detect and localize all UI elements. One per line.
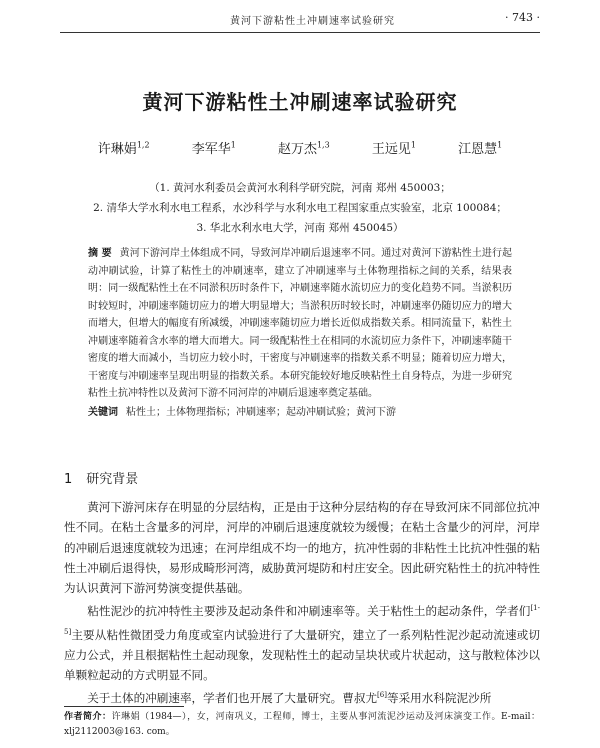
- abstract-label: 摘 要: [88, 248, 112, 259]
- page-number: · 743 ·: [505, 11, 540, 24]
- author-list: [0, 138, 600, 157]
- author: 赵万杰$^{1,3}$: [277, 140, 330, 157]
- running-header: [60, 12, 540, 33]
- section-title: 研究背景: [86, 472, 139, 487]
- author: 许琳娟$^{1,2}$: [97, 140, 150, 157]
- abstract-text: 黄河下游河岸土体组成不同，导致河岸冲刷后退速率不同。通过对黄河下游粘性土进行起动冲刷试验，计算了粘性土的冲刷速率，建立了冲刷速率与土体物理指标之间的关系，结果表明：同一级配粘性土在不同淤积历时条件下，冲刷速率随水流切应力的变化趋势不同。当淤积历时较短时，冲刷速率随切应力的增大明显增大；当淤积历时较长时，冲刷速率仍随切应力的增大而增大，但增大的幅度有所减缓，冲刷速率随切应力增长近似成指数关系。相同流量下，粘性土冲刷速率随着含水率的增大而增大。同一级配粘性土在相同的水流切应力条件下，冲刷速率随干密度的增大而减小，当切应力较小时，干密度与冲刷速率的指数关系不明显；随着切应力增大，干密度与冲刷速率呈现出明显的指数关系。本研究能较好地反映粘性土自身特点，为进一步研究粘性土抗冲特性以及黄河下游不同河岸的冲刷后退速率奠定基础。: [88, 248, 513, 399]
- running-title: 黄河下游粘性土冲刷速率试验研究: [230, 16, 395, 27]
- abstract-body: [88, 245, 512, 403]
- paragraph: 黄河下游河床存在明显的分层结构，正是由于这种分层结构的存在导致河床不同部位抗冲性不同。在粘土含量多的河岸，河岸的冲刷后退速度就较为缓慢；在粘土含量少的河岸，河岸的冲刷后退速度就较为迅速；在河岸组成不均一的地方，抗冲性弱的非粘性土比抗冲性强的粘性土冲刷后退得快，易形成畸形河湾，威胁黄河堤防和村庄安全。因此研究粘性土的抗冲特性为认识黄河下游河势演变提供基础。: [64, 500, 540, 596]
- author: 李军华$^1$: [191, 140, 236, 157]
- author: 王远见$^1$: [371, 140, 416, 157]
- footnote-rule: [64, 706, 184, 707]
- section-number: 1: [64, 472, 73, 487]
- paper-title: 黄河下游粘性土冲刷速率试验研究: [142, 90, 458, 114]
- footnote-text: 许琳娟（1984—），女，河南巩义，工程师，博士，主要从事河流泥沙运动及河床演变工作。E-mail：xlj2112003@163. com。: [64, 712, 540, 737]
- affiliations: [60, 178, 540, 238]
- author: 江恩慧$^1$: [458, 140, 503, 157]
- keywords: [88, 404, 512, 422]
- paragraph: 关于土体的冲刷速率，学者们也开展了大量研究。曹叔尤[6]等采用水科院泥沙所: [87, 691, 492, 706]
- footnote: [64, 710, 540, 740]
- citation: [6]: [377, 691, 387, 700]
- footnote-label: 作者简介：: [64, 712, 112, 722]
- affiliation-line: 3. 华北水利水电大学，河南 郑州 450045）: [196, 222, 404, 234]
- citation: [1-5]: [64, 604, 540, 636]
- abstract: [88, 245, 512, 421]
- section-heading: [64, 468, 138, 487]
- affiliation-line: 2. 清华大学水利水电工程系，水沙科学与水利水电工程国家重点实验室，北京 100084；: [93, 202, 507, 214]
- paragraph: 粘性泥沙的抗冲特性主要涉及起动条件和冲刷速率等。关于粘性土的起动条件，学者们[1-5]主要从粘性微团受力角度或室内试验进行了大量研究，建立了一系列粘性泥沙起动流速或切应力公式，并且根据粘性土起动现象，发现粘性土的起动呈块状或片状起动，这与散粒体沙以单颗粒起动的方式明显不同。: [64, 604, 540, 683]
- body-text: [64, 497, 540, 709]
- affiliation-line: （1. 黄河水利委员会黄河水利科学研究院，河南 郑州 450003；: [149, 182, 451, 194]
- keywords-label: 关键词: [88, 406, 118, 418]
- keywords-text: 粘性土；土体物理指标；冲刷速率；起动冲刷试验；黄河下游: [126, 406, 396, 418]
